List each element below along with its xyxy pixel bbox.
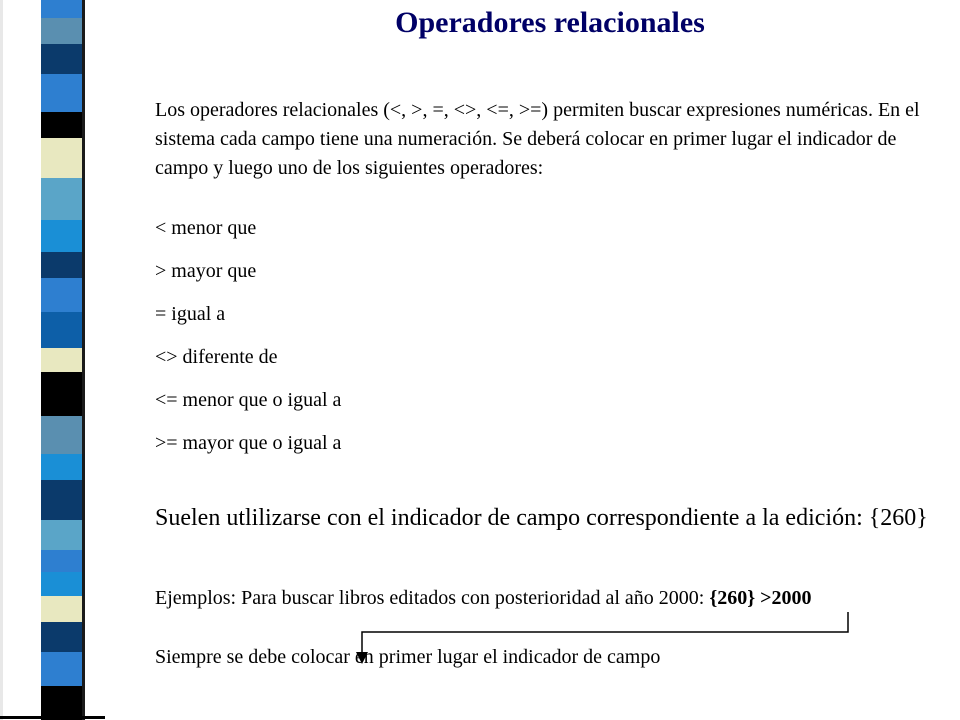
operator-item: >= mayor que o igual a — [155, 432, 342, 454]
note-line: Siempre se debe colocar en primer lugar el indicador de campo — [155, 646, 661, 668]
operator-item: <> diferente de — [155, 346, 278, 368]
intro-paragraph: Los operadores relacionales (<, >, =, <>, <=, >=) permiten buscar expresiones numéricas. En el sistema cada campo tiene una numeración. Se deberá colocar en primer lugar el indicador de campo y luego uno de los siguientes operadores: — [155, 99, 920, 179]
operator-item: > mayor que — [155, 260, 257, 282]
page-title: Operadores relacionales — [395, 6, 705, 39]
example-prefix: Ejemplos: Para buscar libros editados con posterioridad al año 2000: — [155, 587, 710, 609]
operator-item: = igual a — [155, 303, 226, 325]
example-query: {260} >2000 — [709, 587, 812, 609]
usage-paragraph: Suelen utlilizarse con el indicador de campo correspondiente a la edición: {260} — [155, 505, 928, 531]
operator-item: < menor que — [155, 217, 257, 239]
operator-item: <= menor que o igual a — [155, 389, 342, 411]
